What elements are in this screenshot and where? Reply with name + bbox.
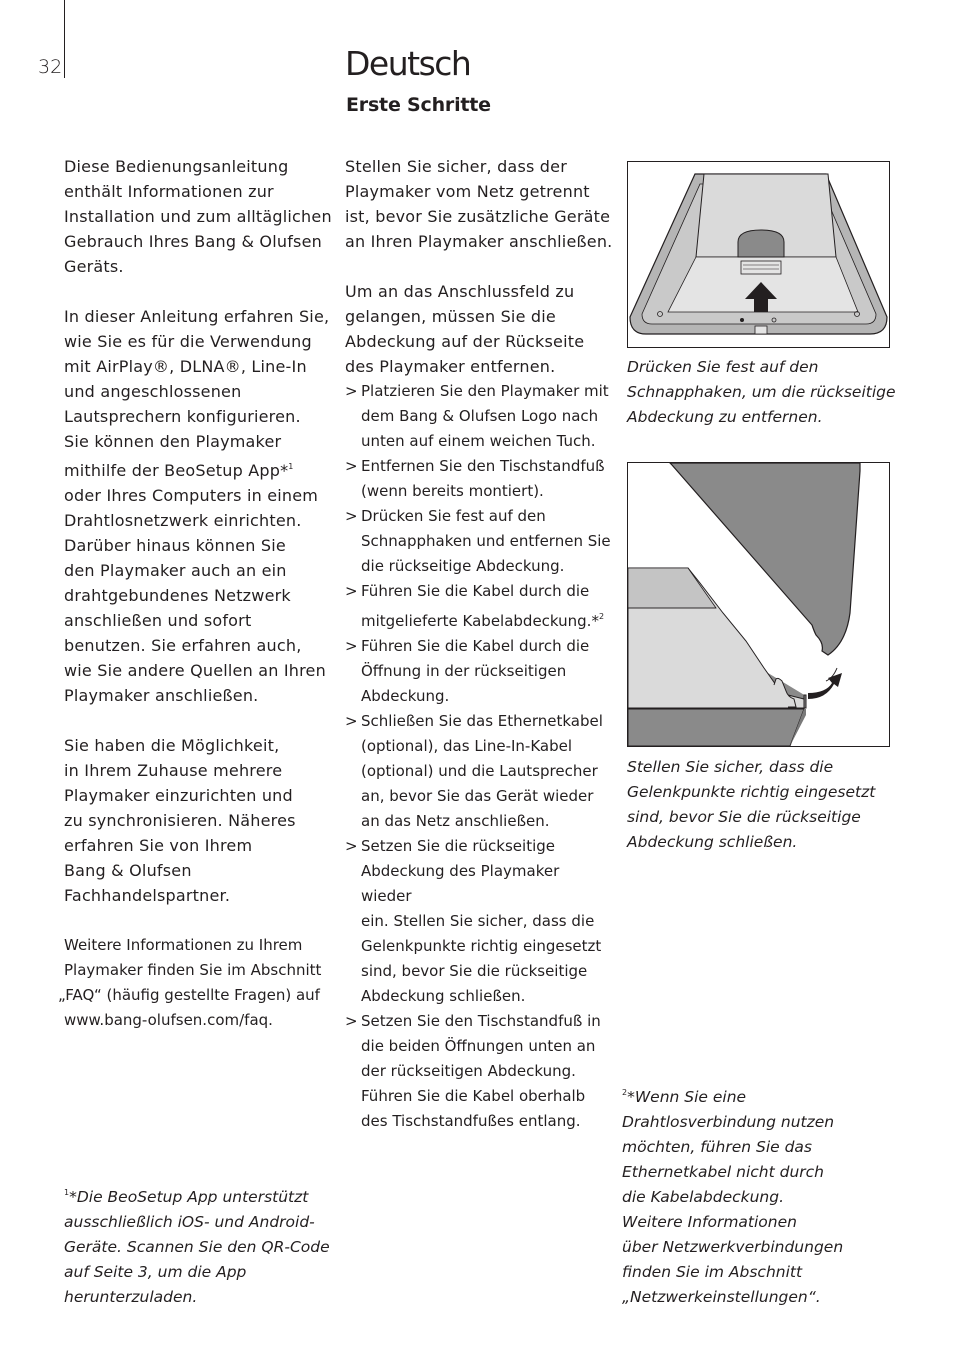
- margin-rule: [64, 0, 65, 78]
- step-item: [345, 709, 613, 834]
- footnote-ref-2: 2: [598, 612, 605, 621]
- device-back-illustration: [628, 162, 889, 347]
- intro-column: [58, 154, 334, 1058]
- step-marker: >: [345, 457, 358, 475]
- page-title: Deutsch: [345, 44, 471, 83]
- configuration-text: In dieser Anleitung erfahren Sie, wie Sie es für die Verwendung mit AirPlay®, DLNA®, Line-In und angeschlossenen Lautsprechern konfigurieren. Sie können den Playmaker mithilfe der BeoSetup App*: [64, 307, 330, 480]
- step-marker: >: [345, 582, 358, 600]
- step-text-main: Führen Sie die Kabel durch die mitgelieferte Kabelabdeckung.*: [361, 582, 599, 630]
- safety-paragraph: Stellen Sie sicher, dass der Playmaker vom Netz getrennt ist, bevor Sie zusätzliche Geräte an Ihren Playmaker anschließen.: [345, 157, 613, 251]
- footnote-2: [622, 1080, 843, 1310]
- faq-link-text: „FAQ“ (häufig gestellte Fragen) auf www.bang-olufsen.com/faq.: [58, 986, 320, 1029]
- intro-paragraph: Diese Bedienungsanleitung enthält Informationen zur Installation und zum alltäglichen Gebrauch Ihres Bang & Olufsen Geräts.: [64, 157, 332, 276]
- step-item: [345, 834, 613, 1009]
- step-text: Setzen Sie die rückseitige Abdeckung des Playmaker wieder ein. Stellen Sie sicher, dass die Gelenkpunkte richtig eingesetzt sind, bevor Sie die rückseitige Abdeckung schließen.: [361, 837, 602, 1005]
- step-marker: >: [345, 637, 358, 655]
- step-text: Drücken Sie fest auf den Schnapphaken und entfernen Sie die rückseitige Abdeckung.: [361, 507, 611, 575]
- footnote-1-text: *Die BeoSetup App unterstützt ausschließlich iOS- und Android- Geräte. Scannen Sie den QR-Code auf Seite 3, um die App herunterzuladen.: [64, 1188, 330, 1306]
- step-item: [345, 579, 613, 634]
- figure-caption: Stellen Sie sicher, dass die Gelenkpunkte richtig eingesetzt sind, bevor Sie die rückseitige Abdeckung schließen.: [627, 758, 876, 851]
- figure-hinge-points: [627, 462, 890, 747]
- footnote-1-number: 1: [64, 1188, 70, 1197]
- footnote-ref-1: 1: [288, 462, 294, 471]
- step-item: [345, 634, 613, 709]
- figure-caption: Drücken Sie fest auf den Schnapphaken, um die rückseitige Abdeckung zu entfernen.: [627, 358, 896, 426]
- step-text: Schließen Sie das Ethernetkabel (optional), das Line-In-Kabel (optional) und die Lautsprecher an, bevor Sie das Gerät wieder an das Netz anschließen.: [361, 712, 603, 830]
- step-item: [345, 504, 613, 579]
- step-marker: >: [345, 837, 358, 855]
- step-item: [345, 379, 613, 454]
- faq-text: Weitere Informationen zu Ihrem Playmaker finden Sie im Abschnitt: [64, 936, 322, 979]
- configuration-paragraph: [64, 304, 334, 708]
- step-text: Setzen Sie den Tischstandfuß in die beiden Öffnungen unten an der rückseitigen Abdeckung. Führen Sie die Kabel oberhalb des Tischstandfußes entlang.: [361, 1012, 601, 1130]
- multiroom-paragraph: Sie haben die Möglichkeit, in Ihrem Zuhause mehrere Playmaker einzurichten und zu synchronisieren. Näheres erfahren Sie von Ihrem Bang & Olufsen Fachhandelspartner.: [64, 736, 296, 905]
- step-text: Platzieren Sie den Playmaker mit dem Bang & Olufsen Logo nach unten auf einem weichen Tuch.: [361, 382, 609, 450]
- step-text: Führen Sie die Kabel durch die Öffnung in der rückseitigen Abdeckung.: [361, 637, 590, 705]
- step-marker: >: [345, 1012, 358, 1030]
- page-number: 32: [38, 56, 63, 78]
- step-text: Entfernen Sie den Tischstandfuß (wenn bereits montiert).: [361, 457, 605, 500]
- footnote-1: [64, 1180, 330, 1310]
- steps-column: [345, 154, 613, 1134]
- faq-paragraph: [58, 933, 334, 1033]
- step-marker: >: [345, 382, 358, 400]
- step-marker: >: [345, 507, 358, 525]
- footnote-2-number: 2: [622, 1088, 628, 1097]
- steps-list: [345, 379, 613, 1134]
- step-item: [345, 454, 613, 504]
- step-marker: >: [345, 712, 358, 730]
- hinge-illustration: [628, 463, 889, 746]
- section-title: Erste Schritte: [346, 94, 491, 116]
- step-text: [361, 579, 613, 634]
- figure-snap-hook: [627, 161, 890, 348]
- configuration-text-end: oder Ihres Computers in einem Drahtlosnetzwerk einrichten. Darüber hinaus können Sie den Playmaker auch an ein drahtgebundenes Netzwerk anschließen und sofort benutzen. Sie erfahren auch, wie Sie andere Quellen an Ihren Playmaker anschließen.: [64, 486, 326, 705]
- curved-arrow-icon: [808, 673, 842, 699]
- footnote-2-text: *Wenn Sie eine Drahtlosverbindung nutzen möchten, führen Sie das Ethernetkabel nicht durch die Kabelabdeckung. Weitere Informationen über Netzwerkverbindungen finden Sie im Abschnitt „Netzwerkeinstellungen“.: [622, 1088, 844, 1306]
- step-item: [345, 1009, 613, 1134]
- cover-paragraph: Um an das Anschlussfeld zu gelangen, müssen Sie die Abdeckung auf der Rückseite des Playmaker entfernen.: [345, 282, 585, 376]
